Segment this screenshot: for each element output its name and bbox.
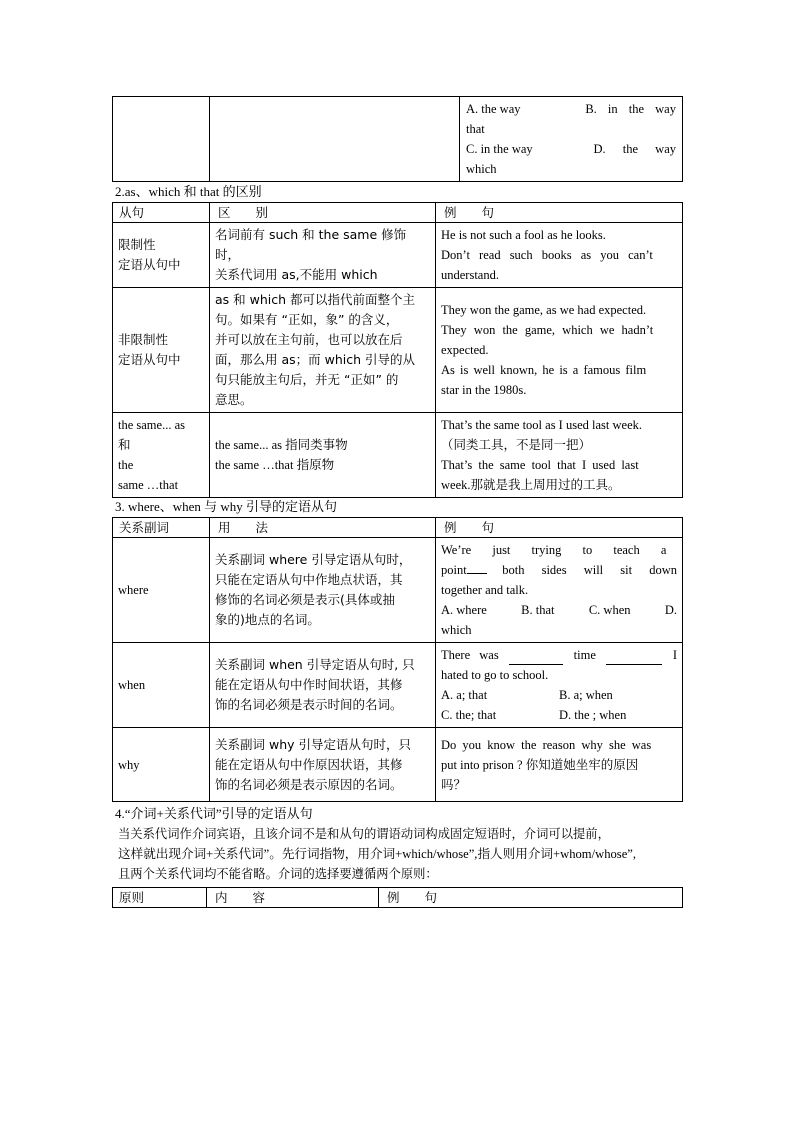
paragraph-line: 当关系代词作介词宾语，且该介词不是和从句的谓语动词构成固定短语时，介词可以提前， (118, 827, 610, 841)
usage-line: 只能在定语从句中作地点状语，其 (215, 572, 403, 587)
usage-line: 象的)地点的名词。 (215, 612, 320, 627)
section3-table (112, 517, 683, 802)
option-b-cont: that (466, 122, 485, 136)
adverb-why: why (113, 728, 210, 802)
example-line: 吗？ (441, 777, 467, 792)
table-header-row (113, 888, 683, 908)
top-cell-1 (113, 97, 210, 182)
answer-blank (606, 645, 662, 665)
clause-line: 定语从句中 (118, 352, 181, 367)
example-text: both sides will sit down (502, 563, 677, 577)
header-adverb: 关系副词 (113, 518, 210, 538)
example-line (441, 645, 677, 665)
header-example: 例 句 (436, 518, 683, 538)
clause-line: 定语从句中 (118, 257, 181, 272)
option-d-cont: which (466, 162, 497, 176)
table-row (113, 413, 683, 498)
top-options-cell (460, 97, 683, 182)
example-line: understand. (441, 268, 499, 282)
clause-line: 非限制性 (118, 332, 169, 347)
answer-blank (509, 645, 563, 665)
header-principle: 原则 (113, 888, 207, 908)
usage-line: 关系副词 when 引导定语从句时, 只 (215, 657, 415, 672)
adverb-where: where (113, 538, 210, 643)
header-clause: 从句 (113, 203, 210, 223)
top-cell-2 (210, 97, 460, 182)
usage-line: 饰的名词必须是表示原因的名词。 (215, 776, 403, 792)
header-example: 例 句 (436, 203, 683, 223)
table-header-row (113, 203, 683, 223)
example-line: That’s the same tool that I used last (441, 458, 639, 472)
example-line: Do you know the reason why she was (441, 737, 652, 752)
clause-line: the (118, 458, 134, 472)
option: B. that (521, 603, 555, 617)
example-line: week.那就是我上周用过的工具。 (441, 478, 621, 492)
example-line: That’s the same tool as I used last week. (441, 418, 642, 432)
diff-line: the same... as 指同类事物 (215, 438, 348, 452)
section3-heading: 3. where、when 与 why 引导的定语从句 (115, 499, 338, 514)
adverb-when: when (113, 643, 210, 728)
top-table (112, 96, 683, 182)
example-line: They won the game, which we hadn’t (441, 323, 654, 337)
diff-line: 面，那么用 as；而 which 引导的从 (215, 352, 416, 367)
usage-line: 关系副词 where 引导定语从句时， (215, 552, 412, 567)
section4-table (112, 887, 683, 908)
diff-line: as 和 which 都可以指代前面整个主 (215, 292, 416, 307)
example-line: put into prison ? 你知道她坐牢的原因 (441, 757, 639, 772)
diff-line: 名词前有 such 和 the same 修饰时， (215, 227, 407, 262)
option: A. a; that (441, 688, 488, 702)
diff-line: 意思。 (215, 392, 253, 407)
option: C. the; that (441, 708, 497, 722)
option-c: C. in the way (466, 142, 533, 156)
diff-line: 关系代词用 as,不能用 which (215, 267, 378, 282)
option: D. (664, 603, 677, 617)
paragraph-line: 且两个关系代词均不能省略。介词的选择要遵循两个原则： (118, 867, 438, 881)
example-line: （同类工具，不是同一把） (441, 437, 592, 452)
options-line (441, 705, 677, 725)
clause-line: same …that (118, 478, 179, 492)
example-line: expected. (441, 343, 489, 357)
header-usage: 用 法 (210, 518, 436, 538)
example-word: There was (441, 648, 499, 662)
options-line (441, 685, 677, 705)
header-content: 内 容 (207, 888, 379, 908)
usage-line: 关系副词 why 引导定语从句时，只 (215, 736, 411, 752)
option-d: D. the way (593, 142, 676, 156)
clause-line: 限制性 (118, 237, 156, 252)
section4-heading: 4.“介词+关系代词”引导的定语从句 (115, 806, 313, 821)
usage-line: 能在定语从句中作原因状语，其修 (215, 756, 403, 772)
example-line: which (441, 623, 472, 637)
example-line (441, 560, 677, 580)
diff-line: the same …that 指原物 (215, 458, 335, 472)
table-row (113, 223, 683, 288)
table-header-row (113, 518, 683, 538)
section2-heading: 2.as、which 和 that 的区别 (115, 184, 262, 199)
table-row (113, 643, 683, 728)
example-line: star in the 1980s. (441, 383, 527, 397)
option: D. the ; when (559, 708, 627, 722)
usage-line: 能在定语从句中作时间状语，其修 (215, 677, 403, 692)
table-row (113, 538, 683, 643)
answer-blank (467, 573, 487, 574)
option: C. when (588, 603, 631, 617)
option-a: A. the way (466, 102, 521, 116)
section2-table (112, 202, 683, 498)
table-row (113, 288, 683, 413)
diff-line: 并可以放在主句前，也可以放在后 (215, 332, 403, 347)
paragraph-line: 这样就出现介词+关系代词”。先行词指物，用介词+which/whose”,指人则用介词+whom/whose”, (118, 847, 637, 861)
example-line: We’re just trying to teach a (441, 543, 667, 557)
options-line (441, 600, 677, 620)
usage-line: 修饰的名词必须是表示(具体或抽 (215, 592, 395, 607)
example-line: together and talk. (441, 583, 529, 597)
clause-line: the same... as (118, 418, 185, 432)
diff-line: 句只能放主句后，并无 “正如” 的 (215, 372, 399, 387)
example-word: I (672, 648, 677, 662)
option: B. a; when (559, 688, 613, 702)
table-row (113, 728, 683, 802)
example-line: Don’t read such books as you can’t (441, 248, 653, 262)
example-word: point (441, 563, 467, 577)
example-line: hated to go to school. (441, 668, 549, 682)
option: A. where (441, 603, 487, 617)
section4-paragraph (118, 824, 688, 884)
example-line: As is well known, he is a famous film (441, 363, 647, 377)
clause-line: 和 (118, 438, 131, 452)
option-b: B. in the way (585, 102, 676, 116)
example-line: He is not such a fool as he looks. (441, 228, 606, 242)
header-example: 例 句 (379, 888, 683, 908)
header-diff: 区 别 (210, 203, 436, 223)
example-line: They won the game, as we had expected. (441, 303, 647, 317)
usage-line: 饰的名词必须是表示时间的名词。 (215, 697, 403, 712)
diff-line: 句。如果有 “正如，象” 的含义， (215, 312, 399, 327)
example-word: time (573, 648, 596, 662)
